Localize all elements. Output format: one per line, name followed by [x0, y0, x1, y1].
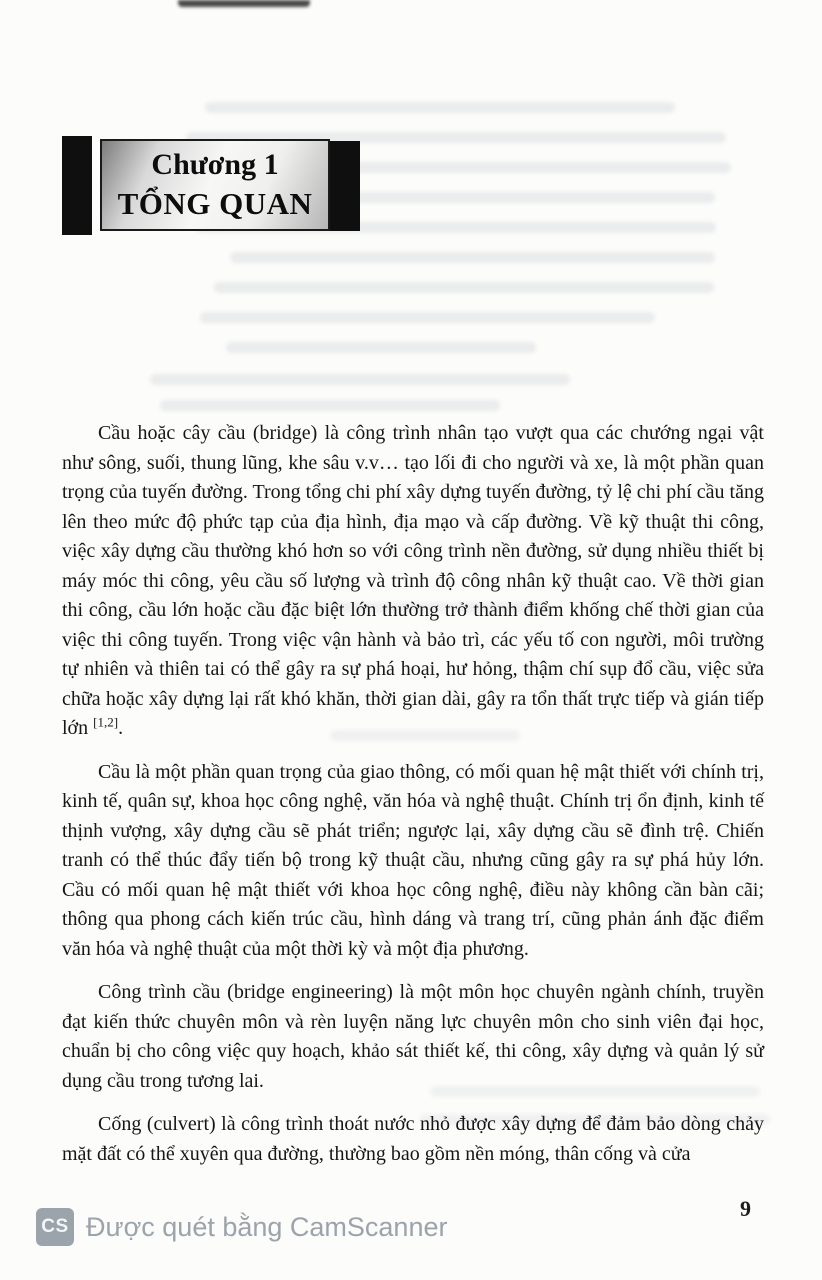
chapter-title-box — [100, 139, 330, 231]
paragraph: Công trình cầu (bridge engineering) là một môn học chuyên ngành chính, truyền đạt kiến thức chuyên môn và rèn luyện năng lực chuyên môn cho sinh viên đại học, chuẩn bị cho công việc quy hoạch, khảo sát thiết kế, thi công, xây dựng và quản lý sử dụng cầu trong tương lai. — [62, 981, 764, 1092]
chapter-left-bar — [62, 136, 92, 235]
chapter-right-bar — [330, 141, 360, 231]
ghost-text-line — [150, 374, 570, 385]
paragraph — [62, 419, 764, 744]
camscanner-watermark — [36, 1208, 447, 1246]
scan-artifact-smudge — [178, 0, 310, 7]
chapter-title: TỔNG QUAN — [117, 186, 313, 221]
ghost-text-line — [205, 102, 675, 113]
chapter-label: Chương 1 — [151, 148, 279, 181]
paragraph-text: Cầu hoặc cây cầu (bridge) là công trình nhân tạo vượt qua các chướng ngại vật như sông, suối, thung lũng, khe sâu v.v… tạo lối đi cho người và xe, là một phần quan trọng của tuyến đường. Trong tổng chi phí xây dựng tuyến đường, tỷ lệ chi phí cầu tăng lên theo mức độ phức tạp của địa hình, địa mạo và cấp đường. Về kỹ thuật thi công, việc xây dựng cầu thường khó hơn so với công trình nền đường, sử dụng nhiều thiết bị máy móc thi công, yêu cầu số lượng và trình độ công nhân kỹ thuật cao. Về thời gian thi công, cầu lớn hoặc cầu đặc biệt lớn thường trở thành điểm khống chế thời gian của việc thi công tuyến. Trong việc vận hành và bảo trì, các yếu tố con người, môi trường tự nhiên và thiên tai có thể gây ra sự phá hoại, hư hỏng, thậm chí sụp đổ cầu, việc sửa chữa hoặc xây dựng lại rất khó khăn, thời gian dài, gây ra tổn thất trực tiếp và gián tiếp lớn — [62, 422, 764, 739]
citation-marker: [1,2] — [93, 714, 119, 730]
paragraph: Cống (culvert) là công trình thoát nước nhỏ được xây dựng để đảm bảo dòng chảy mặt đất có thể xuyên qua đường, thường bao gồm nền móng, thân cống và cửa — [62, 1113, 764, 1165]
ghost-text-line — [200, 312, 655, 323]
chapter-header — [62, 136, 360, 235]
camscanner-logo-icon: CS — [36, 1208, 74, 1246]
ghost-text-line — [230, 252, 715, 263]
paragraph: Cầu là một phần quan trọng của giao thông, có mối quan hệ mật thiết với chính trị, kinh tế, quân sự, khoa học công nghệ, văn hóa và nghệ thuật. Chính trị ổn định, kinh tế thịnh vượng, xây dựng cầu sẽ phát triển; ngược lại, xây dựng cầu sẽ đình trệ. Chiến tranh có thể thúc đẩy tiến bộ trong kỹ thuật cầu, nhưng cũng gây ra sự phá hủy lớn. Cầu có mối quan hệ mật thiết với khoa học công nghệ, điều này không cần bàn cãi; thông qua phong cách kiến trúc cầu, hình dáng và trang trí, cũng phản ánh đặc điểm văn hóa và nghệ thuật của một thời kỳ và một địa phương. — [62, 760, 764, 960]
page-number: 9 — [740, 1196, 751, 1221]
body-text — [62, 419, 764, 1169]
paragraph-text: . — [118, 717, 124, 739]
camscanner-watermark-text: Được quét bằng CamScanner — [86, 1211, 448, 1242]
ghost-text-line — [214, 282, 714, 293]
ghost-text-line — [226, 342, 536, 353]
ghost-text-line — [160, 400, 500, 411]
